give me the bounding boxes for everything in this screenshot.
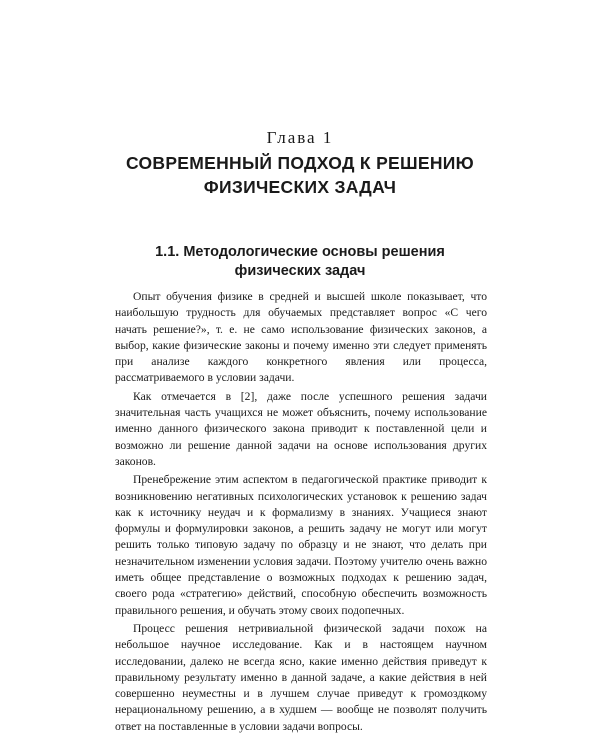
- paragraph: Пренебрежение этим аспектом в педагогической практике приводит к возникновению негативных психологических установок к решению задач как к источнику неудач и к формализму в знаниях. Учащиеся знают формулы и формулировки законов, а решить задачу не могут или могут решить только типовую задачу по образцу и не знают, что делать при незначительном изменении условия задачи. Поэтому учителю очень важно иметь общее представление о возможных подходах к решению задач, своего рода «стратегию» действий, способную обеспечить возможность правильного решения, и обучать этому своих подопечных.: [115, 473, 487, 617]
- section-title-line-2: физических задач: [234, 263, 366, 279]
- paragraph: Опыт обучения физике в средней и высшей школе показывает, что наибольшую трудность для обучаемых представляет вопрос «С чего начать решение?», т. е. не само использование физических законов, а выбор, какие физические законы и почему именно эти следует применять при анализе каждого конкретного явления или процесса, рассматриваемого в условии задачи.: [115, 290, 487, 385]
- chapter-title: [100, 151, 500, 199]
- chapter-title-line-1: СОВРЕМЕННЫЙ ПОДХОД К РЕШЕНИЮ: [125, 153, 475, 173]
- paragraph: Процесс решения нетривиальной физической задачи похож на небольшое научное исследование. Как и в настоящем научном исследовании, далеко не всегда ясно, какие именно действия приведут к правильному результату именно в данной задаче, а какие действия в ней совершенно неуместны и в лучшем случае приведут к громоздкому нерациональному решению, а в худшем — вообще не позволят получить ответ на поставленные в условии задачи вопросы.: [115, 621, 487, 733]
- body-text: [115, 289, 487, 737]
- paragraph: Как отмечается в [2], даже после успешного решения задачи значительная часть учащихся не может объяснить, почему использование именно данного физического закона приводит к поставленной цели и возможно ли решение данной задачи на основе использования других законов.: [115, 389, 487, 468]
- section-title-line-1: 1.1. Методологические основы решения: [155, 244, 445, 260]
- chapter-title-line-2: ФИЗИЧЕСКИХ ЗАДАЧ: [203, 177, 397, 197]
- section-title: [140, 243, 460, 281]
- chapter-label: Глава 1: [266, 128, 334, 147]
